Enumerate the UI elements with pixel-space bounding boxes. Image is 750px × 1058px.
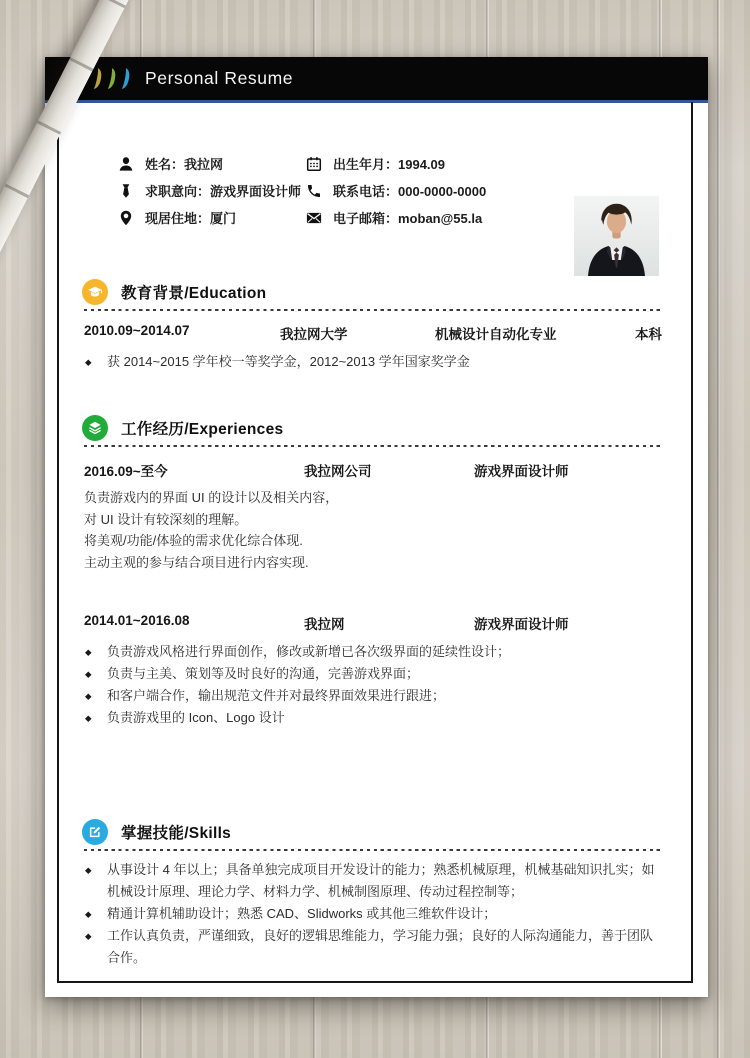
job-role: 游戏界面设计师: [474, 464, 569, 479]
chevron-right-icon: [102, 67, 117, 89]
page-title: Personal Resume: [145, 68, 294, 88]
section-education: [84, 279, 662, 373]
resume-page: [45, 57, 708, 997]
profile-photo: [574, 196, 659, 276]
job-bullet-list: [84, 641, 662, 729]
education-row: [84, 323, 662, 343]
job-bullet: ◆ 和客户端合作，输出规范文件并对最终界面效果进行跟进；: [84, 685, 662, 707]
phone-icon: [305, 182, 322, 199]
layers-icon: [82, 415, 108, 441]
skill-bullet: ◆ 工作认真负责，严谨细致，良好的逻辑思维能力，学习能力强；良好的人际沟通能力，善于团队合作。: [84, 925, 662, 969]
section-skills: [84, 819, 662, 969]
skill-bullet: ◆ 从事设计 4 年以上；具备单独完成项目开发设计的能力；熟悉机械原理，机械基础知识扎实；如机械设计原理、理论力学、材料力学、机械制图原理、传动过程控制等；: [84, 859, 662, 903]
resume-header-bar: [45, 57, 708, 100]
profile-field-phone: [305, 177, 486, 204]
job-description: 负责游戏内的界面 UI 的设计以及相关内容， 对 UI 设计有较深刻的理解。 将美观/功能/体验的需求优化综合体现. 主动主观的参与结合项目进行内容实现.: [84, 490, 339, 570]
profile-field-birth: [305, 150, 486, 177]
content-frame: [57, 102, 693, 983]
diamond-bullet-icon: ◆: [85, 865, 92, 875]
diamond-bullet-icon: ◆: [85, 931, 92, 941]
profile-field-text: 电子邮箱：moban@55.la: [333, 211, 483, 226]
education-school: 我拉网大学: [280, 327, 348, 342]
profile-field-email: [305, 204, 486, 231]
job-bullet: ◆ 负责游戏里的 Icon、Logo 设计: [84, 707, 662, 729]
diamond-bullet-icon: ◆: [85, 713, 92, 723]
education-period: 2010.09~2014.07: [84, 323, 190, 338]
diamond-bullet-icon: ◆: [85, 357, 92, 367]
job-period: 2014.01~2016.08: [84, 613, 190, 628]
job-row: [84, 613, 662, 633]
job-company: 我拉网公司: [304, 464, 372, 479]
profile-field-text: 现居住地：厦门: [145, 211, 237, 226]
profile-field-text: 联系电话：000-0000-0000: [333, 184, 487, 199]
job-row: [84, 460, 662, 480]
graduation-cap-icon: [82, 279, 108, 305]
section-divider: [84, 309, 662, 311]
profile-field-objective: [117, 177, 305, 204]
job-bullet: ◆ 负责与主美、策划等及时良好的沟通，完善游戏界面；: [84, 663, 662, 685]
section-title: 工作经历/Experiences: [121, 421, 284, 438]
education-degree: 本科: [635, 327, 662, 342]
job-role: 游戏界面设计师: [474, 617, 569, 632]
location-icon: [117, 209, 134, 226]
section-experience: [84, 415, 662, 729]
profile-field-text: 出生年月：1994.09: [333, 157, 445, 172]
skills-bullet-list: [84, 859, 662, 969]
user-icon: [117, 155, 134, 172]
section-title: 教育背景/Education: [121, 285, 267, 302]
profile-field-text: 姓名：我拉网: [145, 157, 224, 172]
diamond-bullet-icon: ◆: [85, 909, 92, 919]
job-period: 2016.09~至今: [84, 464, 168, 479]
calendar-icon: [305, 155, 322, 172]
chevron-right-icon: [116, 67, 131, 89]
diamond-bullet-icon: ◆: [85, 647, 92, 657]
section-title: 掌握技能/Skills: [121, 825, 232, 842]
profile-field-location: [117, 204, 305, 231]
profile-field-name: [117, 150, 305, 177]
section-divider: [84, 445, 662, 447]
education-bullet: ◆ 获 2014~2015 学年校一等奖学金，2012~2013 学年国家奖学金: [84, 351, 662, 373]
profile-field-text: 求职意向：游戏界面设计师: [145, 184, 302, 199]
email-icon: [305, 209, 322, 226]
pencil-square-icon: [82, 819, 108, 845]
skill-bullet: ◆ 精通计算机辅助设计；熟悉 CAD、Slidworks 或其他三维软件设计；: [84, 903, 662, 925]
education-major: 机械设计自动化专业: [435, 327, 557, 342]
diamond-bullet-icon: ◆: [85, 691, 92, 701]
job-bullet: ◆ 负责游戏风格进行界面创作，修改或新增已各次级界面的延续性设计；: [84, 641, 662, 663]
job-company: 我拉网: [304, 617, 345, 632]
section-divider: [84, 849, 662, 851]
diamond-bullet-icon: ◆: [85, 669, 92, 679]
tie-icon: [117, 182, 134, 199]
